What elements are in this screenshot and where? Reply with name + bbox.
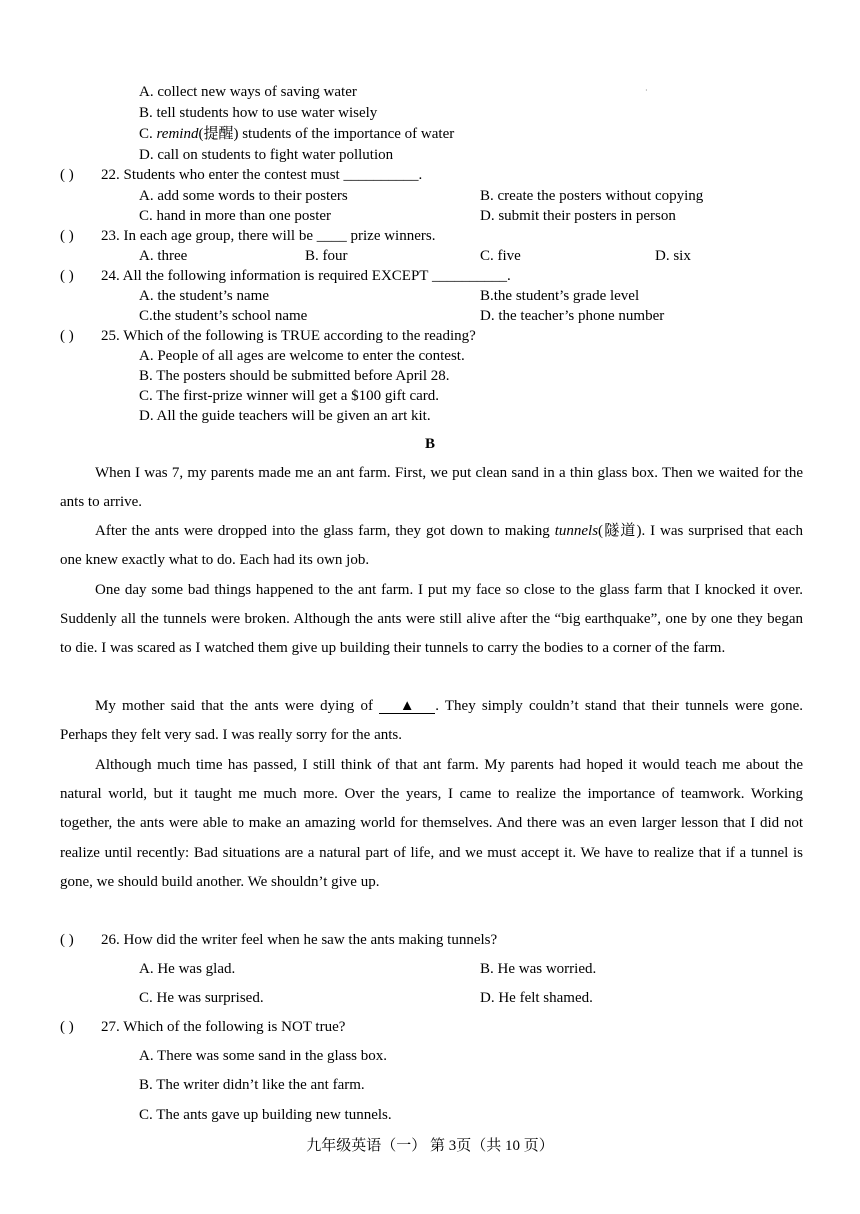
q21-option-b: B. tell students how to use water wisely: [139, 105, 378, 121]
q21-option-c: C. remind(提醒) students of the importance of water: [139, 126, 455, 142]
q27-option-c: C. The ants gave up building new tunnels.: [139, 1107, 392, 1123]
q23-option-c: C. five: [480, 248, 521, 264]
q27-option-b: B. The writer didn’t like the ant farm.: [139, 1077, 365, 1093]
q21-option-a: A. collect new ways of saving water: [139, 84, 357, 100]
q24-answer-bracket[interactable]: ( ): [60, 268, 74, 284]
q24-option-d: D. the teacher’s phone number: [480, 308, 665, 324]
q22-option-c: C. hand in more than one poster: [139, 208, 332, 224]
passage-paragraph-4: My mother said that the ants were dying of ▲ . They simply couldn’t stand that their tunnels were gone. Perhaps they felt very sad. I was really sorry for the ants.: [60, 698, 803, 744]
q24-option-b: B.the student’s grade level: [480, 288, 640, 304]
q22-option-d: D. submit their posters in person: [480, 208, 676, 224]
q25-option-d: D. All the guide teachers will be given an art kit.: [139, 408, 431, 424]
passage-paragraph-5: Although much time has passed, I still think of that ant farm. My parents had hoped it would teach me about the natural world, but it taught me much more. Over the years, I came to realize the importance of teamwork. Working together, the ants were able to make an amazing world for themselves. And there was an even larger lesson that I did not realize until recently: Bad situations are a natural part of life, and we must accept it. We have to realize that if a tunnel is gone, we should build another. We shouldn’t give up.: [60, 757, 803, 890]
q26-option-a: A. He was glad.: [139, 961, 236, 977]
q22-answer-bracket[interactable]: ( ): [60, 167, 74, 183]
q24-option-c: C.the student’s school name: [139, 308, 308, 324]
scan-dot: ·: [645, 86, 648, 95]
q27-option-a: A. There was some sand in the glass box.: [139, 1048, 388, 1064]
q26-option-d: D. He felt shamed.: [480, 990, 593, 1006]
q23-option-b: B. four: [305, 248, 348, 264]
q22-stem: 22. Students who enter the contest must __________.: [101, 167, 423, 183]
q24-option-a: A. the student’s name: [139, 288, 269, 304]
q27-answer-bracket[interactable]: ( ): [60, 1019, 74, 1035]
q22-option-b: B. create the posters without copying: [480, 188, 704, 204]
fill-in-blank[interactable]: ▲: [379, 699, 435, 714]
passage-paragraph-1: When I was 7, my parents made me an ant farm. First, we put clean sand in a thin glass box. Then we waited for the ants to arrive.: [60, 465, 803, 511]
q26-option-c: C. He was surprised.: [139, 990, 264, 1006]
q25-option-c: C. The first-prize winner will get a $100 gift card.: [139, 388, 440, 404]
q25-option-b: B. The posters should be submitted before April 28.: [139, 368, 450, 384]
q25-option-a: A. People of all ages are welcome to enter the contest.: [139, 348, 465, 364]
q23-answer-bracket[interactable]: ( ): [60, 228, 74, 244]
q26-stem: 26. How did the writer feel when he saw the ants making tunnels?: [101, 932, 498, 948]
passage-paragraph-2: After the ants were dropped into the glass farm, they got down to making tunnels(隧道). I was surprised that each one knew exactly what to do. Each had its own job.: [60, 523, 803, 569]
q23-option-a: A. three: [139, 248, 188, 264]
q21-option-d: D. call on students to fight water pollution: [139, 147, 394, 163]
q22-option-a: A. add some words to their posters: [139, 188, 348, 204]
section-b-heading: B: [424, 436, 435, 452]
q25-answer-bracket[interactable]: ( ): [60, 328, 74, 344]
q23-stem: 23. In each age group, there will be ____ prize winners.: [101, 228, 436, 244]
q23-option-d: D. six: [655, 248, 691, 264]
q26-answer-bracket[interactable]: ( ): [60, 932, 74, 948]
q25-stem: 25. Which of the following is TRUE according to the reading?: [101, 328, 476, 344]
page-footer: 九年级英语（一） 第 3页（共 10 页）: [306, 1138, 554, 1154]
q26-option-b: B. He was worried.: [480, 961, 597, 977]
q27-stem: 27. Which of the following is NOT true?: [101, 1019, 346, 1035]
q24-stem: 24. All the following information is required EXCEPT __________.: [101, 268, 511, 284]
passage-paragraph-3: One day some bad things happened to the ant farm. I put my face so close to the glass farm that I knocked it over. Suddenly all the tunnels were broken. Although the ants were still alive after the “big earthquake”, one by one they began to die. I was scared as I watched them give up building their tunnels to carry the bodies to a corner of the farm.: [60, 582, 803, 657]
